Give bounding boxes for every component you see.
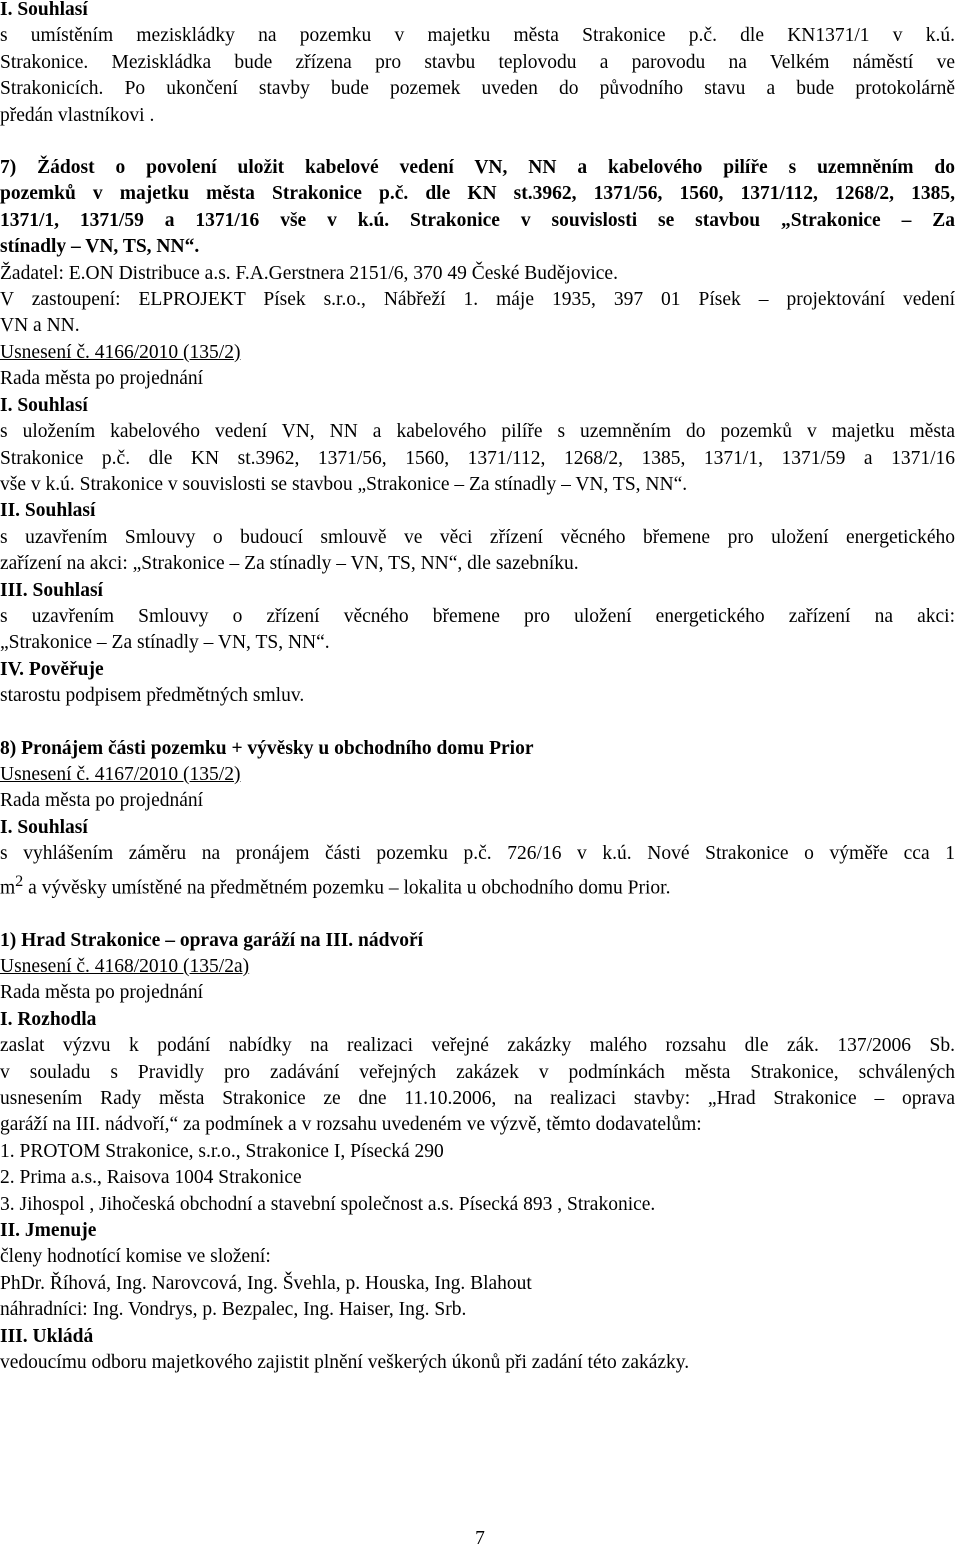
section-heading: I. Souhlasí bbox=[0, 0, 88, 20]
item-title-line: stínadly – VN, TS, NN“. bbox=[0, 236, 200, 258]
resolution-number: Usnesení č. 4168/2010 (135/2a) bbox=[0, 955, 250, 977]
paragraph-line: náhradníci: Ing. Vondrys, p. Bezpalec, Ing. Haiser, Ing. Srb. bbox=[0, 1299, 467, 1321]
paragraph-line: starostu podpisem předmětných smluv. bbox=[0, 685, 305, 707]
paragraph-line: zaslat výzvu k podání nabídky na realizaci veřejné zakázky malého rozsahu dle zák. 137/2006 Sb. bbox=[0, 1035, 955, 1057]
spacer bbox=[0, 902, 955, 928]
paragraph-line: vedoucímu odboru majetkového zajistit plnění veškerých úkonů při zadání této zakázky. bbox=[0, 1352, 690, 1373]
paragraph-line: „Strakonice – Za stínadly – VN, TS, NN“. bbox=[0, 632, 330, 654]
supplier-item: 1. PROTOM Strakonice, s.r.o., Strakonice I, Písecká 290 bbox=[0, 1140, 444, 1162]
paragraph-line: v souladu s Pravidly pro zadávání veřejných zakázek v podmínkách města Strakonice, schválených bbox=[0, 1061, 955, 1083]
paragraph-line: Strakonice. Meziskládka bude zřízena pro stavbu teplovodu a parovodu na Velkém náměstí ve bbox=[0, 51, 955, 73]
paragraph-line: Strakonice p.č. dle KN st.3962, 1371/56, 1560, 1371/112, 1268/2, 1385, 1371/1, 1371/59 a 1371/16 bbox=[0, 447, 955, 469]
representative-line: V zastoupení: ELPROJEKT Písek s.r.o., Nábřeží 1. máje 1935, 397 01 Písek – projektování vedení bbox=[0, 289, 955, 311]
council-intro: Rada města po projednání bbox=[0, 368, 204, 390]
resolution-number: Usnesení č. 4167/2010 (135/2) bbox=[0, 763, 241, 785]
resolution-number: Usnesení č. 4166/2010 (135/2) bbox=[0, 341, 241, 363]
paragraph-line: zařízení na akci: „Strakonice – Za stínadly – VN, TS, NN“, dle sazebníku. bbox=[0, 553, 579, 575]
section-heading: II. Jmenuje bbox=[0, 1219, 97, 1241]
unit-superscript: 2 bbox=[15, 871, 24, 890]
paragraph-line: předán vlastníkovi . bbox=[0, 104, 155, 126]
council-intro: Rada města po projednání bbox=[0, 790, 204, 812]
section-heading: I. Rozhodla bbox=[0, 1008, 97, 1030]
paragraph-line: s umístěním meziskládky na pozemku v majetku města Strakonice p.č. dle KN1371/1 v k.ú. bbox=[0, 25, 955, 47]
applicant-line: Žadatel: E.ON Distribuce a.s. F.A.Gerstnera 2151/6, 370 49 České Budějovice. bbox=[0, 262, 618, 284]
section-heading: I. Souhlasí bbox=[0, 394, 88, 416]
item-title-line: pozemků v majetku města Strakonice p.č. dle KN st.3962, 1371/56, 1560, 1371/112, 1268/2, 1385, bbox=[0, 183, 955, 205]
section-heading: III. Souhlasí bbox=[0, 579, 103, 601]
section-heading: III. Ukládá bbox=[0, 1325, 94, 1347]
paragraph-line: garáží na III. nádvoří,“ za podmínek a v rozsahu uvedeném ve výzvě, těmto dodavatelům: bbox=[0, 1114, 702, 1136]
spacer bbox=[0, 129, 955, 155]
council-intro: Rada města po projednání bbox=[0, 982, 204, 1004]
paragraph-line: s uzavřením Smlouvy o zřízení věcného břemene pro uložení energetického zařízení na akci: bbox=[0, 605, 955, 627]
item-title-line: 7) Žádost o povolení uložit kabelové vedení VN, NN a kabelového pilíře s uzemněním do bbox=[0, 157, 955, 179]
section-heading: II. Souhlasí bbox=[0, 500, 96, 522]
page-number: 7 bbox=[475, 1528, 485, 1549]
item-title-line: 1371/1, 1371/59 a 1371/16 vše v k.ú. Strakonice v souvislosti se stavbou „Strakonice – Za bbox=[0, 209, 955, 231]
supplier-item: 3. Jihospol , Jihočeská obchodní a stavební společnost a.s. Písecká 893 , Strakonice. bbox=[0, 1193, 656, 1215]
paragraph-line: s uzavřením Smlouvy o budoucí smlouvě ve věci zřízení věcného břemene pro uložení energetického bbox=[0, 526, 955, 548]
paragraph-line bbox=[0, 868, 955, 902]
section-heading: I. Souhlasí bbox=[0, 816, 88, 838]
paragraph-text: a vývěsky umístěné na předmětném pozemku – lokalita u obchodního domu Prior. bbox=[23, 877, 671, 899]
item-title: 1) Hrad Strakonice – oprava garáží na III. nádvoří bbox=[0, 929, 424, 951]
paragraph-line: s uložením kabelového vedení VN, NN a kabelového pilíře s uzemněním do pozemků v majetku města bbox=[0, 421, 955, 443]
paragraph-line: usnesením Rady města Strakonice ze dne 11.10.2006, na realizaci stavby: „Hrad Strakonice – oprava bbox=[0, 1087, 955, 1109]
section-heading: IV. Pověřuje bbox=[0, 658, 104, 680]
paragraph-line: vše v k.ú. Strakonice v souvislosti se stavbou „Strakonice – Za stínadly – VN, TS, NN“. bbox=[0, 473, 688, 495]
supplier-item: 2. Prima a.s., Raisova 1004 Strakonice bbox=[0, 1167, 302, 1189]
spacer bbox=[0, 710, 955, 736]
paragraph-line: členy hodnotící komise ve složení: bbox=[0, 1246, 271, 1268]
representative-line: VN a NN. bbox=[0, 315, 80, 337]
item-title: 8) Pronájem části pozemku + vývěsky u obchodního domu Prior bbox=[0, 737, 534, 759]
paragraph-line: s vyhlášením záměru na pronájem části pozemku p.č. 726/16 v k.ú. Nové Strakonice o výměře cca 1 bbox=[0, 843, 955, 865]
unit-text: m bbox=[0, 877, 16, 899]
paragraph-line: Strakonicích. Po ukončení stavby bude pozemek uveden do původního stavu a bude protokolárně bbox=[0, 78, 955, 100]
paragraph-line: PhDr. Říhová, Ing. Narovcová, Ing. Švehla, p. Houska, Ing. Blahout bbox=[0, 1272, 532, 1294]
